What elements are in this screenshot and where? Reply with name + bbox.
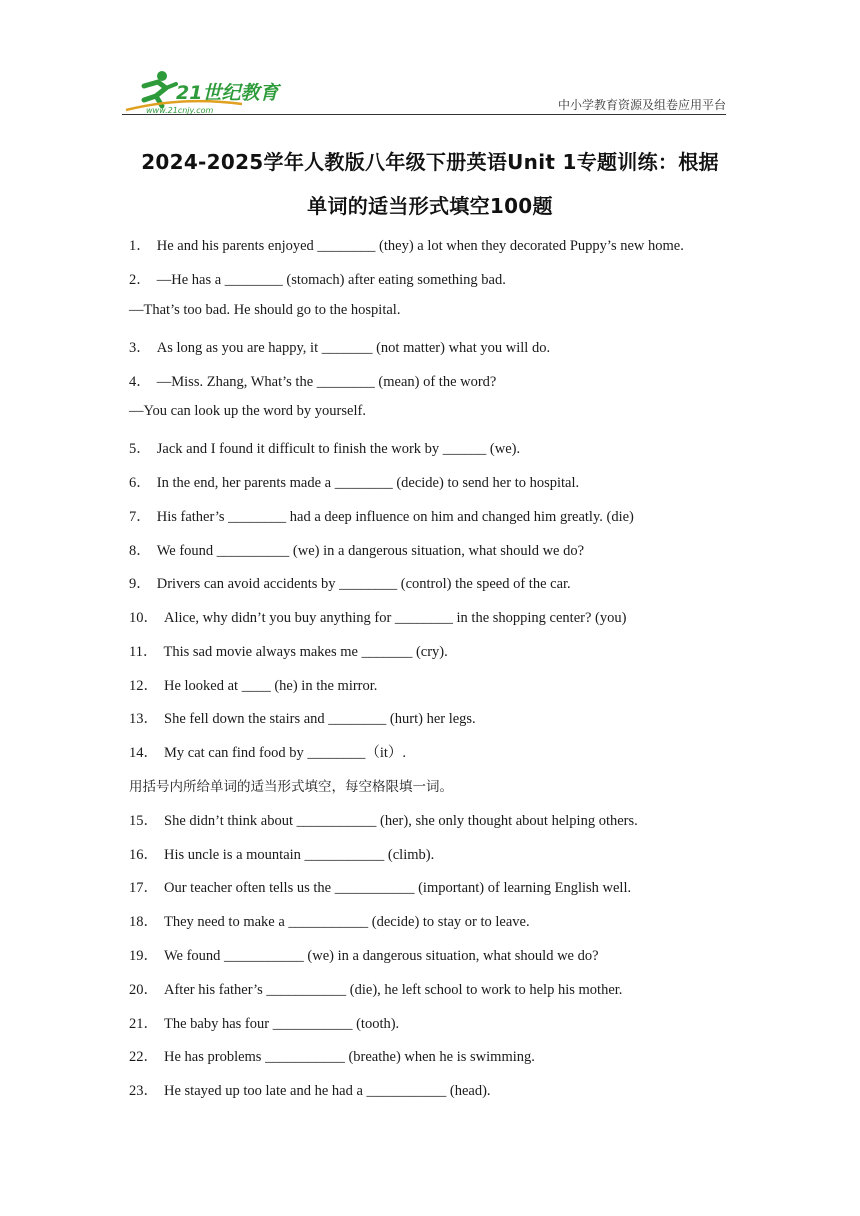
title-line-2: 单词的适当形式填空100题: [307, 194, 553, 218]
question-text: We found __________ (we) in a dangerous situation, what should we do?: [156, 543, 585, 559]
question-number: 22．: [129, 1049, 158, 1065]
question-number: 10．: [129, 610, 158, 626]
question-line: [129, 910, 530, 931]
question-text: —He has a ________ (stomach) after eating something bad.: [156, 272, 506, 288]
question-line: [129, 1012, 399, 1033]
title-line-1: 2024-2025学年人教版八年级下册英语Unit 1专题训练：根据: [141, 150, 719, 174]
question-text: Our teacher often tells us the ___________ (important) of learning English well.: [164, 880, 632, 896]
instruction-text: 用括号内所给单词的适当形式填空，每空格限填一词。: [129, 779, 453, 795]
question-line: [129, 944, 599, 965]
question-number: 11．: [129, 644, 158, 660]
question-line: [129, 674, 377, 695]
question-text: Alice, why didn’t you buy anything for ________ in the shopping center? (you): [164, 610, 627, 626]
question-text: As long as you are happy, it _______ (not matter) what you will do.: [156, 340, 551, 356]
question-line: [129, 809, 638, 830]
question-number: 15．: [129, 813, 158, 829]
question-number: 20．: [129, 982, 158, 998]
question-text: —Miss. Zhang, What’s the ________ (mean) of the word?: [156, 374, 497, 390]
question-text: Drivers can avoid accidents by ________ (control) the speed of the car.: [156, 576, 571, 592]
question-number: 13．: [129, 711, 158, 727]
question-text: She fell down the stairs and ________ (hurt) her legs.: [164, 711, 476, 727]
logo: [122, 66, 302, 114]
question-number: 14．: [129, 745, 158, 761]
question-text: In the end, her parents made a ________ (decide) to send her to hospital.: [156, 475, 580, 491]
question-number: 5．: [129, 441, 151, 457]
logo-url: www.21cnjy.com: [146, 106, 214, 114]
question-line: [129, 336, 550, 357]
question-line: [129, 437, 520, 458]
question-number: 4．: [129, 374, 151, 390]
question-number: 8．: [129, 543, 151, 559]
question-text: My cat can find food by ________（it）.: [164, 745, 407, 761]
header-divider: [122, 114, 726, 115]
question-number: 6．: [129, 475, 151, 491]
question-number: 3．: [129, 340, 151, 356]
dialogue-line: [129, 403, 366, 420]
question-line: [129, 505, 634, 526]
question-text: His father’s ________ had a deep influence on him and changed him greatly. (die): [156, 509, 634, 525]
question-text: He looked at ____ (he) in the mirror.: [164, 678, 378, 694]
page-header: [122, 66, 726, 116]
question-line: [129, 234, 684, 255]
question-line: [129, 606, 626, 627]
question-line: [129, 572, 571, 593]
question-text: We found ___________ (we) in a dangerous situation, what should we do?: [164, 948, 599, 964]
question-number: 23．: [129, 1083, 158, 1099]
question-text: They need to make a ___________ (decide) to stay or to leave.: [164, 914, 530, 930]
question-text: The baby has four ___________ (tooth).: [164, 1016, 400, 1032]
question-line: [129, 268, 506, 289]
question-line: [129, 539, 584, 560]
question-number: 21．: [129, 1016, 158, 1032]
question-text: —You can look up the word by yourself.: [129, 403, 366, 419]
question-text: She didn’t think about ___________ (her), she only thought about helping others.: [164, 813, 638, 829]
question-number: 19．: [129, 948, 158, 964]
question-number: 16．: [129, 847, 158, 863]
question-line: [129, 1045, 535, 1066]
question-number: 17．: [129, 880, 158, 896]
logo-text: 21世纪教育: [176, 82, 279, 104]
question-line: [129, 1079, 491, 1100]
question-line: [129, 741, 406, 762]
question-line: [129, 471, 579, 492]
question-line: [129, 370, 496, 391]
question-text: This sad movie always makes me _______ (cry).: [163, 644, 448, 660]
question-text: Jack and I found it difficult to finish the work by ______ (we).: [156, 441, 521, 457]
question-number: 7．: [129, 509, 151, 525]
dialogue-line: [129, 302, 400, 319]
question-number: 2．: [129, 272, 151, 288]
platform-name: 中小学教育资源及组卷应用平台: [557, 98, 726, 112]
question-line: [129, 843, 434, 864]
question-text: His uncle is a mountain ___________ (climb).: [164, 847, 435, 863]
question-line: [129, 978, 622, 999]
instruction-line: [129, 775, 453, 795]
question-number: 1．: [129, 238, 151, 254]
question-text: He has problems ___________ (breathe) when he is swimming.: [164, 1049, 535, 1065]
question-text: —That’s too bad. He should go to the hospital.: [129, 302, 401, 318]
question-number: 12．: [129, 678, 158, 694]
question-text: He and his parents enjoyed ________ (they) a lot when they decorated Puppy’s new home.: [156, 238, 684, 254]
question-line: [129, 876, 631, 897]
question-line: [129, 640, 448, 661]
question-text: After his father’s ___________ (die), he left school to work to help his mother.: [164, 982, 623, 998]
question-line: [129, 707, 476, 728]
question-number: 18．: [129, 914, 158, 930]
question-text: He stayed up too late and he had a ___________ (head).: [164, 1083, 491, 1099]
question-number: 9．: [129, 576, 151, 592]
